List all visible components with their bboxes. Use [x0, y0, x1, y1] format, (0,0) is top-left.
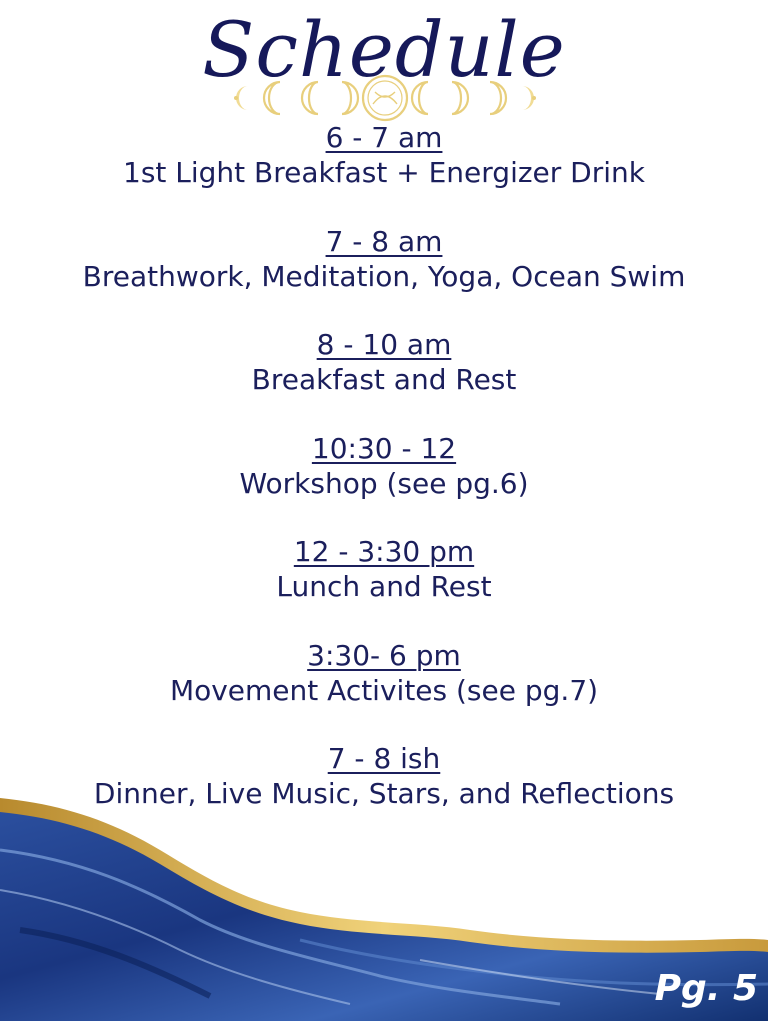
entry-time: 12 - 3:30 pm	[293, 535, 475, 568]
entry-time: 10:30 - 12	[311, 431, 457, 465]
moon-phases-icon	[230, 72, 540, 124]
entry-activity: 1st Light Breakfast + Energizer Drink	[123, 156, 645, 189]
entry-time: 3:30- 6 pm	[307, 638, 461, 672]
schedule-entry	[0, 224, 768, 328]
entry-activity: Breathwork, Meditation, Yoga, Ocean Swim	[82, 259, 686, 293]
ocean-wave-decoration	[0, 790, 768, 1021]
schedule-list	[0, 120, 768, 845]
schedule-entry	[0, 534, 768, 638]
page-number: Pg. 5	[654, 968, 758, 1009]
entry-activity: Breakfast and Rest	[251, 363, 517, 396]
schedule-entry	[0, 327, 768, 431]
schedule-entry	[0, 120, 768, 224]
page-title: Schedule	[202, 5, 566, 94]
entry-activity: Dinner, Live Music, Stars, and Reflections	[93, 777, 675, 810]
entry-activity: Workshop (see pg.6)	[239, 466, 529, 500]
schedule-entry	[0, 431, 768, 535]
entry-time: 6 - 7 am	[325, 121, 443, 154]
entry-time: 8 - 10 am	[316, 328, 452, 361]
entry-time: 7 - 8 am	[325, 224, 443, 258]
entry-time: 7 - 8 ish	[327, 742, 441, 775]
schedule-entry	[0, 638, 768, 742]
entry-activity: Movement Activites (see pg.7)	[169, 673, 599, 707]
entry-activity: Lunch and Rest	[276, 570, 492, 603]
